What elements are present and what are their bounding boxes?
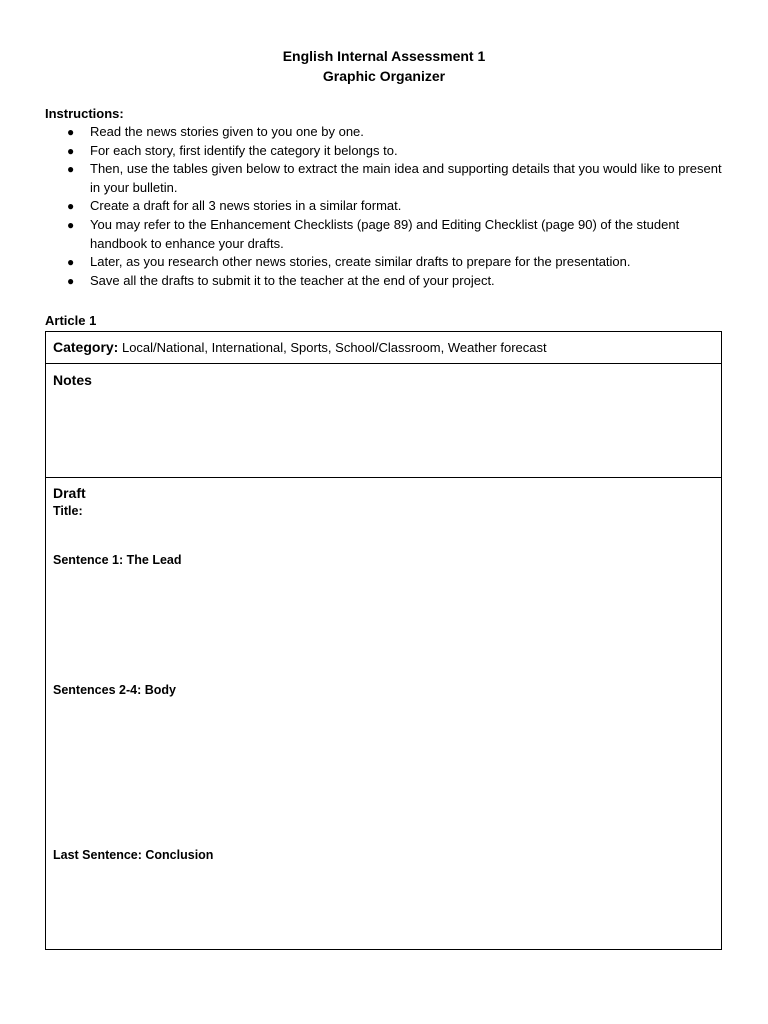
- bullet-icon: ●: [67, 255, 75, 270]
- conclusion-sentence-label: Last Sentence: Conclusion: [53, 848, 214, 862]
- body-sentences-writing-area[interactable]: [53, 700, 714, 842]
- draft-title-writing-area[interactable]: [53, 520, 714, 548]
- lead-sentence-label: Sentence 1: The Lead: [53, 553, 182, 567]
- category-row: [46, 332, 721, 364]
- category-cell: [53, 338, 547, 357]
- instruction-item: [45, 253, 725, 272]
- bullet-icon: ●: [67, 217, 75, 232]
- notes-heading: Notes: [53, 372, 92, 388]
- instructions-heading: Instructions:: [45, 106, 124, 121]
- instruction-text: You may refer to the Enhancement Checklists (page 89) and Editing Checklist (page 90) of the student handbook to enhance your drafts.: [90, 216, 680, 251]
- instruction-text: Later, as you research other news stories, create similar drafts to prepare for the presentation.: [90, 254, 631, 270]
- instruction-item: [45, 142, 725, 161]
- notes-row: [46, 364, 721, 478]
- instruction-text: For each story, first identify the category it belongs to.: [90, 142, 398, 158]
- conclusion-sentence-writing-area[interactable]: [53, 865, 714, 943]
- instruction-text: Save all the drafts to submit it to the teacher at the end of your project.: [90, 272, 495, 288]
- instruction-text: Create a draft for all 3 news stories in a similar format.: [90, 198, 402, 214]
- article-label: Article 1: [45, 313, 97, 328]
- body-sentences-label: Sentences 2-4: Body: [53, 683, 176, 697]
- instructions-list: [45, 123, 725, 290]
- instruction-item: [45, 216, 725, 253]
- bullet-icon: ●: [67, 273, 75, 288]
- bullet-icon: ●: [67, 143, 75, 158]
- bullet-icon: ●: [67, 199, 75, 214]
- graphic-organizer-table: [45, 331, 722, 950]
- lead-sentence-writing-area[interactable]: [53, 570, 714, 678]
- document-title: English Internal Assessment 1: [282, 48, 486, 64]
- notes-writing-area[interactable]: [53, 392, 714, 473]
- instruction-item: [45, 160, 725, 197]
- draft-heading: Draft: [53, 485, 86, 501]
- instruction-text: Then, use the tables given below to extract the main idea and supporting details that you would like to present in your bulletin.: [90, 161, 722, 195]
- bullet-icon: ●: [67, 125, 75, 139]
- instruction-item: [45, 197, 725, 216]
- draft-title-label: Title:: [53, 504, 83, 518]
- instruction-item: [45, 272, 725, 291]
- draft-row: [46, 478, 721, 949]
- instruction-text: Read the news stories given to you one by one.: [90, 124, 364, 139]
- document-subtitle: Graphic Organizer: [322, 68, 446, 84]
- instruction-item: [45, 123, 725, 142]
- category-label: Category:: [53, 339, 119, 355]
- category-options: Local/National, International, Sports, School/Classroom, Weather forecast: [118, 340, 547, 355]
- bullet-icon: ●: [67, 162, 75, 177]
